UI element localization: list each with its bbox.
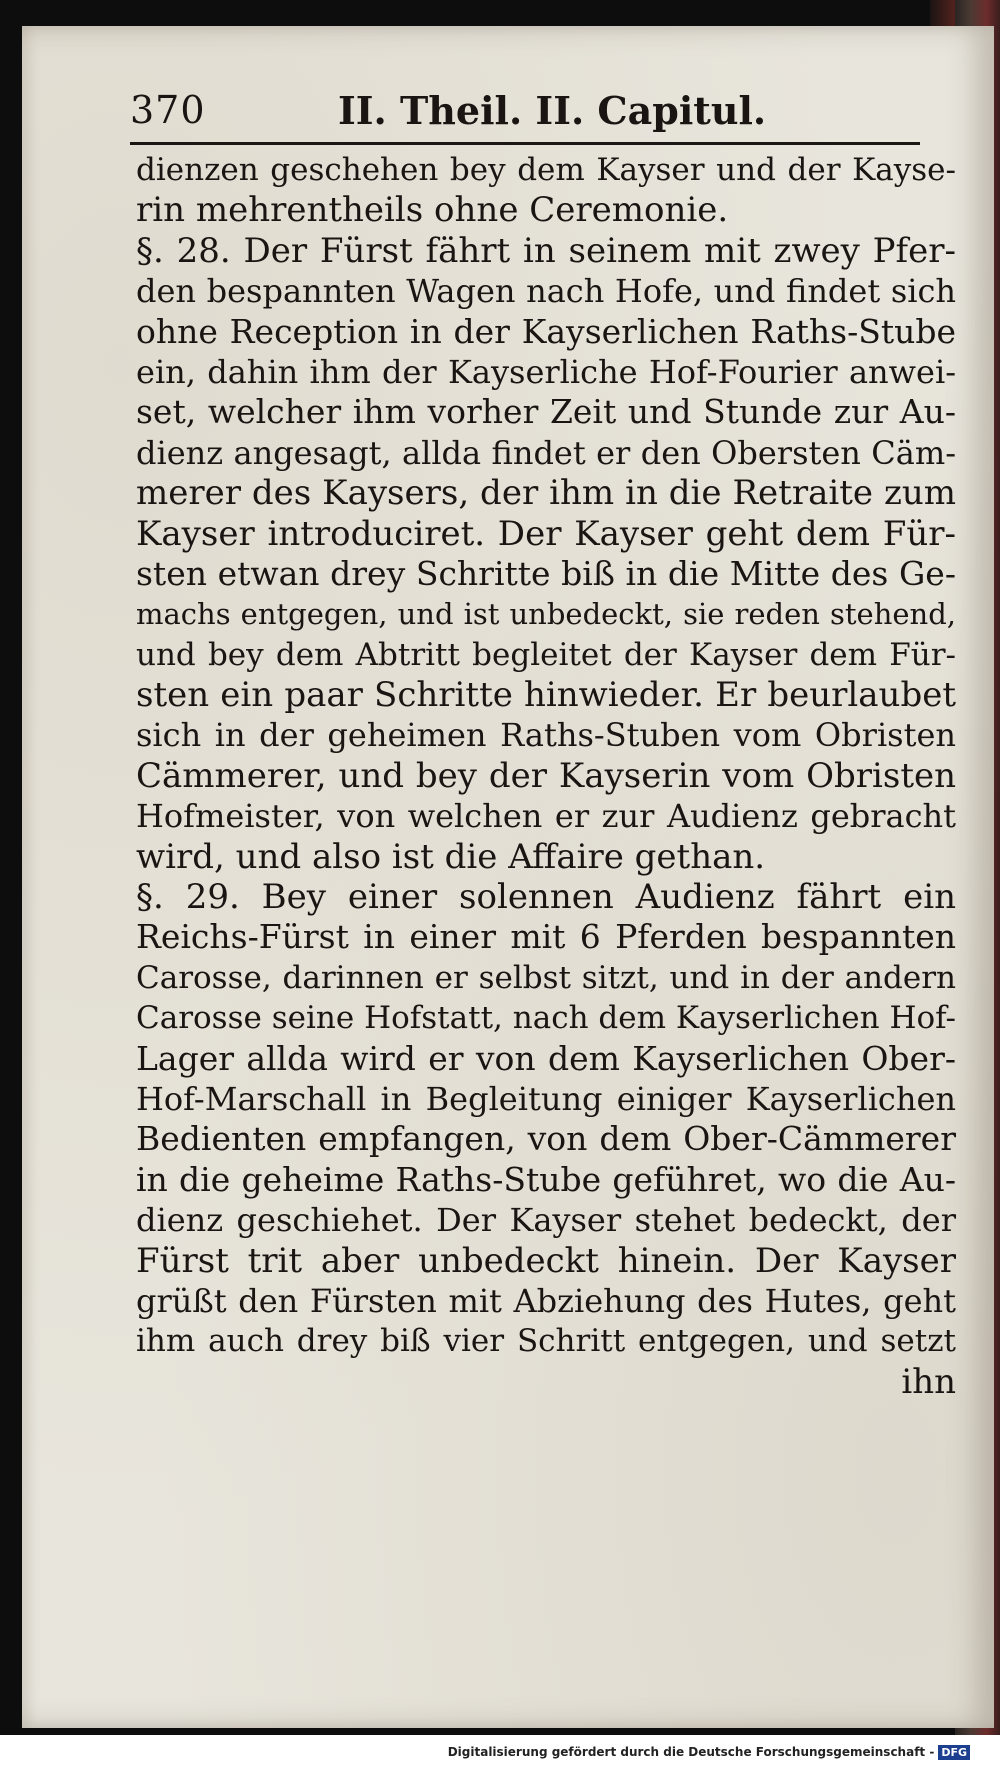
footer-bar <box>0 1735 1000 1777</box>
text-line: ohne Reception in der Kayserlichen Raths-Stube <box>136 311 956 351</box>
text-line: Hofmeister, von welchen er zur Audienz gebracht <box>136 797 956 836</box>
header-rule <box>130 142 920 145</box>
text-line: und bey dem Abtritt begleitet der Kayser dem Für- <box>136 636 956 673</box>
text-line: sich in der geheimen Raths-Stuben vom Obristen <box>136 716 956 755</box>
credit-text: Digitalisierung gefördert durch die Deutsche Forschungsgemeinschaft - <box>447 1745 935 1759</box>
dfg-logo: DFG <box>938 1745 970 1760</box>
text-line: dienzen geschehen bey dem Kayser und der Kayse- <box>136 152 956 188</box>
text-line: machs entgegen, und ist unbedeckt, sie reden stehend, <box>136 597 956 632</box>
text-line: ein, dahin ihm der Kayserliche Hof-Fourier anwei- <box>136 352 956 391</box>
text-line: Carosse, darinnen er selbst sitzt, und in der andern <box>136 959 956 996</box>
text-line: rin mehrentheils ohne Ceremonie. <box>136 190 729 231</box>
text-line: wird, und also ist die Affaire gethan. <box>136 836 766 877</box>
text-line: merer des Kaysers, der ihm in die Retraite zum <box>136 473 956 514</box>
running-head: II. Theil. II. Capitul. <box>338 88 767 133</box>
page-number: 370 <box>130 88 206 132</box>
text-line: Kayser introduciret. Der Kayser geht dem Für- <box>136 513 956 554</box>
digitization-credit <box>448 1745 970 1760</box>
text-line: sten etwan drey Schritte biß in die Mitte des Ge- <box>136 553 956 593</box>
text-line: Carosse seine Hofstatt, nach dem Kayserlichen Hof- <box>136 1000 956 1037</box>
text-line: §. 29. Bey einer solennen Audienz fährt ein <box>136 877 956 918</box>
catchword: ihn <box>901 1361 956 1402</box>
text-line: Fürst trit aber unbedeckt hinein. Der Kayser <box>136 1240 956 1281</box>
text-line: in die geheime Raths-Stube geführet, wo die Au- <box>136 1159 956 1199</box>
text-line: set, welcher ihm vorher Zeit und Stunde zur Au- <box>136 392 956 432</box>
text-line: Cämmerer, und bey der Kayserin vom Obristen <box>136 755 956 796</box>
text-line: dienz geschiehet. Der Kayser stehet bedeckt, der <box>136 1201 956 1240</box>
text-line: §. 28. Der Fürst fährt in seinem mit zwey Pfer- <box>136 230 956 271</box>
text-line: grüßt den Fürsten mit Abziehung des Hutes, geht <box>136 1281 956 1320</box>
text-line: Reichs-Fürst in einer mit 6 Pferden bespannten <box>136 917 956 957</box>
body-text <box>136 150 956 1402</box>
text-line: sten ein paar Schritte hinwieder. Er beurlaubet <box>136 675 956 716</box>
text-line: den bespannten Wagen nach Hofe, und findet sich <box>136 272 956 311</box>
text-line: Bedienten empfangen, von dem Ober-Cämmerer <box>136 1119 956 1159</box>
text-line: dienz angesagt, allda findet er den Obersten Cäm- <box>136 433 956 472</box>
page-header <box>130 88 930 140</box>
text-line: Lager allda wird er von dem Kayserlichen Ober- <box>136 1038 956 1078</box>
text-line: ihm auch drey biß vier Schritt entgegen, und setzt <box>136 1323 956 1360</box>
text-line: Hof-Marschall in Begleitung einiger Kayserlichen <box>136 1079 956 1118</box>
